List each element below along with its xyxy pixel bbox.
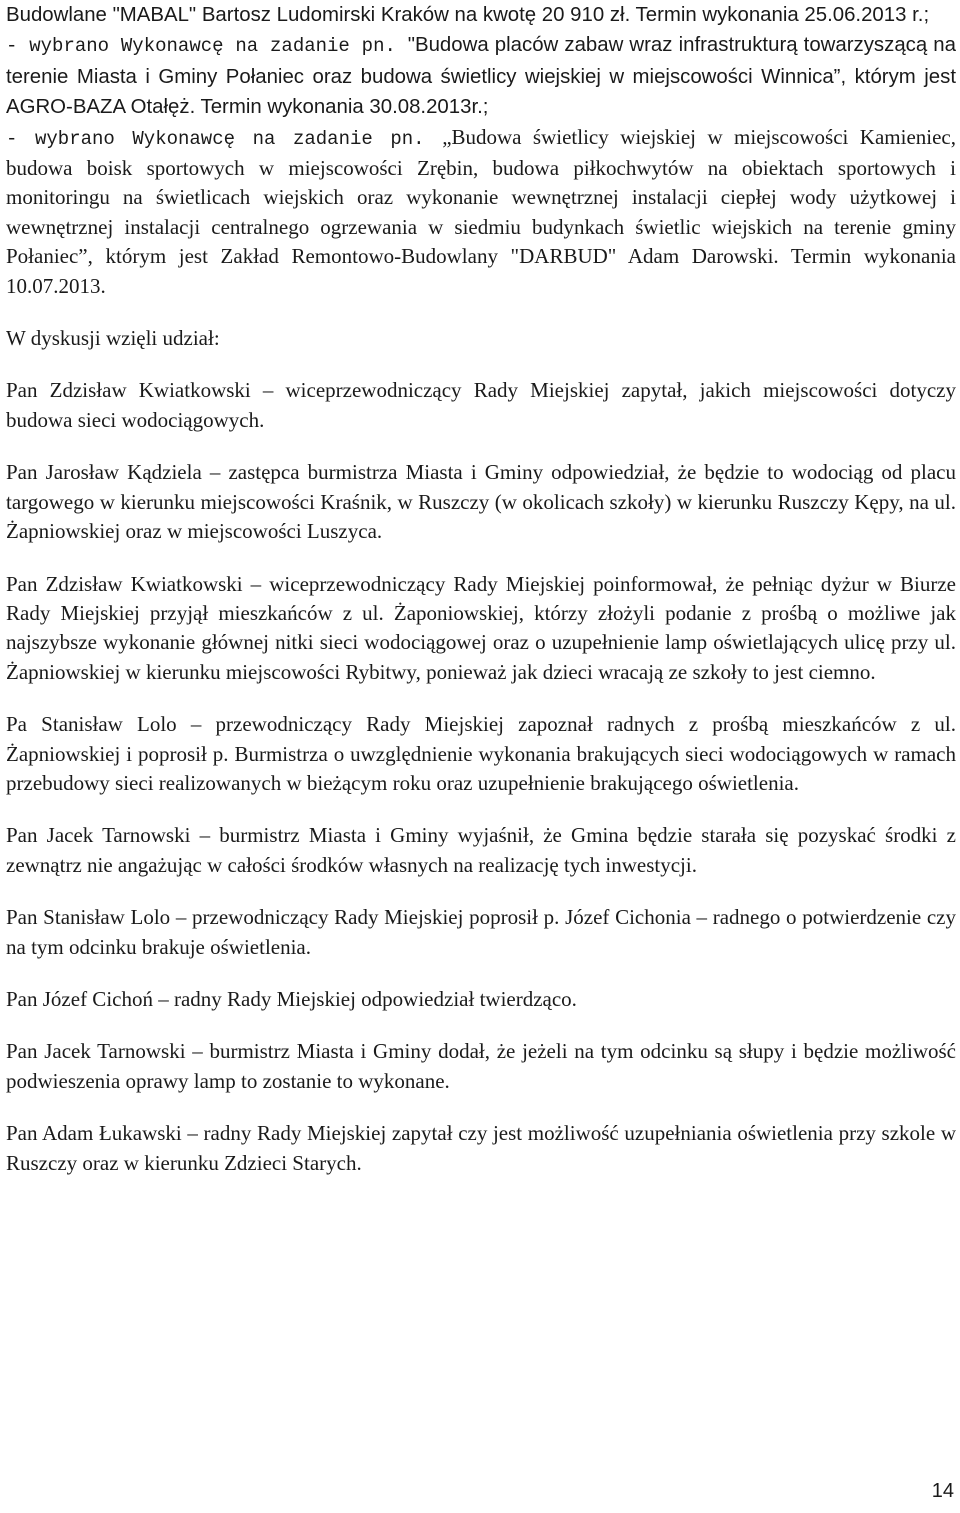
discussion-paragraph: Pan Józef Cichoń – radny Rady Miejskiej odpowiedział twierdząco. [6,986,577,1011]
tender-block-1 [6,0,956,30]
tender-text: Budowlane "MABAL" Bartosz Ludomirski Kraków na kwotę 20 910 zł. Termin wykonania 25.06.2013 r.; [6,4,930,26]
discussion-paragraph: Pan Zdzisław Kwiatkowski – wiceprzewodniczący Rady Miejskiej poinformował, że pełniąc dyżur w Biurze Rady Miejskiej przyjął mieszkańców z ul. Żaponiowskiej, którzy złożyli podanie z prośbą o możliwe jak najszybsze wykonanie głównej nitki sieci wodociągowej oraz o uzupełnienie lamp oświetlających ulicę przy ul. Żapniowskiej w kierunku miejscowości Rybitwy, ponieważ jak dzieci wracają ze szkoły to jest ciemno. [6,571,956,684]
document-page [6,0,956,1178]
tender-text: "Budowa placów zabaw wraz infrastrukturą towarzyszącą na terenie Miasta i Gminy Połaniec oraz budowa świetlicy wiejskiej w miejscowości Winnica”, którym jest AGRO-BAZA Otałęż. Termin wykonania 30.08.2013r.; [6,34,956,119]
discussion-paragraph: Pan Zdzisław Kwiatkowski – wiceprzewodniczący Rady Miejskiej zapytał, jakich miejscowości dotyczy budowa sieci wodociągowych. [6,378,956,432]
discussion-heading: W dyskusji wzięli udział: [6,326,220,351]
tender-prefix: - wybrano Wykonawcę na zadanie pn. [6,35,408,58]
discussion-paragraph: Pa Stanisław Lolo – przewodniczący Rady Miejskiej zapoznał radnych z prośbą mieszkańców z ul. Żapniowskiej i poprosił p. Burmistrza o uwzględnienie wykonania brakujących sieci wodociągowych w ramach przebudowy sieci realizowanych w bieżącym roku oraz uzupełnienie brakującego oświetlenia. [6,712,956,795]
discussion-paragraph: Pan Adam Łukawski – radny Rady Miejskiej zapytał czy jest możliwość uzupełniania oświetlenia przy szkole w Ruszczy oraz w kierunku Zdzieci Starych. [6,1121,956,1175]
discussion-paragraph: Pan Jarosław Kądziela – zastępca burmistrza Miasta i Gminy odpowiedział, że będzie to wodociąg od placu targowego w kierunku miejscowości Kraśnik, w Ruszczy (w okolicach szkoły) w kierunku Ruszczy Kępy, na ul. Żapniowskiej oraz w miejscowości Luszyca. [6,460,956,544]
tender-block-2 [6,30,956,122]
discussion-paragraph: Pan Jacek Tarnowski – burmistrz Miasta i Gminy dodał, że jeżeli na tym odcinku są słupy i będzie możliwość podwieszenia oprawy lamp to zostanie to wykonane. [6,1039,956,1093]
tender-prefix: - wybrano Wykonawcę na zadanie pn. [6,127,443,150]
discussion-paragraph: Pan Jacek Tarnowski – burmistrz Miasta i Gminy wyjaśnił, że Gmina będzie starała się pozyskać środki z zewnątrz nie angażując w całości środków własnych na realizację tych inwestycji. [6,823,956,877]
discussion-paragraph: Pan Stanisław Lolo – przewodniczący Rady Miejskiej poprosił p. Józef Cichonia – radnego o potwierdzenie czy na tym odcinku brakuje oświetlenia. [6,905,956,959]
page-number: 14 [931,1480,954,1502]
tender-text: „Budowa świetlicy wiejskiej w miejscowości Kamieniec, budowa boisk sportowych w miejscowości Zrębin, budowa piłkochwytów na obiektach sportowych i monitoringu na świetlicach wiejskich oraz wykonanie wewnętrznej instalacji ciepłej wody użytkowej i wewnętrznej instalacji centralnego ogrzewania w siedmiu budynkach świetlic wiejskich na terenie gminy Połaniec”, którym jest Zakład Remontowo-Budowlany "DARBUD" Adam Darowski. Termin wykonania 10.07.2013. [6,124,956,298]
tender-block-3 [6,123,956,301]
